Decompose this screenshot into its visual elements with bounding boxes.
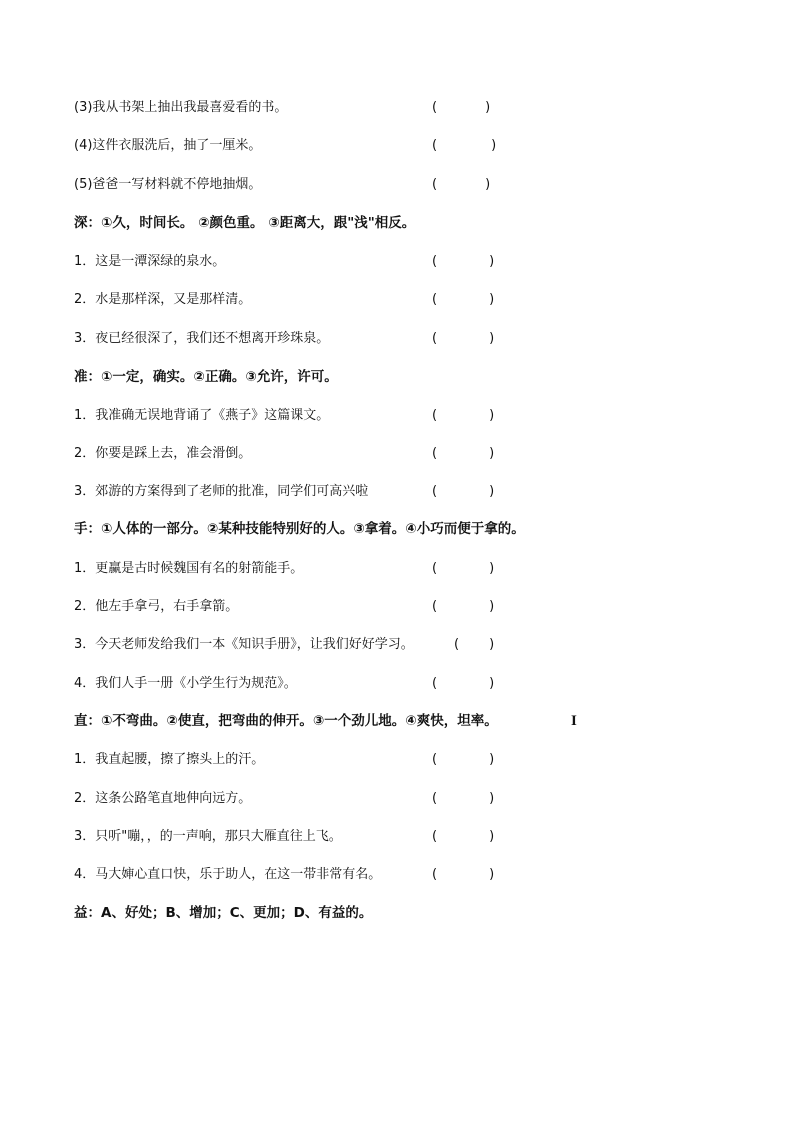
definition-heading: 准：①一定，确实。②正确。③允许，许可。 <box>74 369 338 385</box>
sentence-item: 2．水是那样深，又是那样清。 <box>74 292 252 307</box>
close-paren: ) <box>489 331 495 346</box>
close-paren: ) <box>489 408 495 423</box>
open-paren: ( <box>432 829 438 844</box>
open-paren: ( <box>454 637 460 652</box>
close-paren: ) <box>489 676 495 691</box>
sentence-item: 4．我们人手一册《小学生行为规范》。 <box>74 676 297 691</box>
open-paren: ( <box>432 561 438 576</box>
sentence-item: 2．你要是踩上去，准会滑倒。 <box>74 446 252 461</box>
sentence-item: (4)这件衣服洗后，抽了一厘米。 <box>74 138 262 153</box>
open-paren: ( <box>432 254 438 269</box>
answer-blank[interactable] <box>432 176 490 194</box>
close-paren: ) <box>489 254 495 269</box>
open-paren: ( <box>432 676 438 691</box>
open-paren: ( <box>432 752 438 767</box>
sentence-item: 4．马大婶心直口快，乐于助人，在这一带非常有名。 <box>74 867 382 882</box>
sentence-item: 1．我准确无误地背诵了《燕子》这篇课文。 <box>74 408 330 423</box>
close-paren: ) <box>489 446 495 461</box>
sentence-item: 1．更赢是古时候魏国有名的射箭能手。 <box>74 561 304 576</box>
sentence-item: 2．他左手拿弓，右手拿箭。 <box>74 599 239 614</box>
close-paren: ) <box>491 138 497 153</box>
open-paren: ( <box>432 446 438 461</box>
open-paren: ( <box>432 138 438 153</box>
text-cursor-mark: I <box>571 713 577 729</box>
open-paren: ( <box>432 408 438 423</box>
close-paren: ) <box>489 637 495 652</box>
sentence-item: 3．只听"嘣，，的一声响，那只大雁直往上飞。 <box>74 829 342 844</box>
answer-blank[interactable] <box>454 636 494 654</box>
open-paren: ( <box>432 867 438 882</box>
close-paren: ) <box>489 561 495 576</box>
answer-blank[interactable] <box>432 790 494 808</box>
answer-blank[interactable] <box>432 560 494 578</box>
answer-blank[interactable] <box>432 828 494 846</box>
sentence-item: 2．这条公路笔直地伸向远方。 <box>74 791 252 806</box>
answer-blank[interactable] <box>432 407 494 425</box>
answer-blank[interactable] <box>432 99 490 117</box>
open-paren: ( <box>432 292 438 307</box>
sentence-item: 1．我直起腰，擦了擦头上的汗。 <box>74 752 265 767</box>
open-paren: ( <box>432 331 438 346</box>
answer-blank[interactable] <box>432 483 494 501</box>
definition-heading: 手：①人体的一部分。②某种技能特别好的人。③拿着。④小巧而便于拿的。 <box>74 521 525 537</box>
definition-heading: 深：①久，时间长。 ②颜色重。 ③距离大，跟"浅"相反。 <box>74 215 416 231</box>
open-paren: ( <box>432 484 438 499</box>
close-paren: ) <box>485 177 491 192</box>
close-paren: ) <box>489 867 495 882</box>
answer-blank[interactable] <box>432 751 494 769</box>
open-paren: ( <box>432 100 438 115</box>
close-paren: ) <box>489 599 495 614</box>
open-paren: ( <box>432 599 438 614</box>
sentence-item: (5)爸爸一写材料就不停地抽烟。 <box>74 177 262 192</box>
close-paren: ) <box>489 752 495 767</box>
close-paren: ) <box>489 829 495 844</box>
definition-heading: 益：A、好处；B、增加；C、更加；D、有益的。 <box>74 905 373 921</box>
close-paren: ) <box>489 292 495 307</box>
close-paren: ) <box>489 484 495 499</box>
answer-blank[interactable] <box>432 445 494 463</box>
answer-blank[interactable] <box>432 866 494 884</box>
answer-blank[interactable] <box>432 291 494 309</box>
sentence-item: 1．这是一潭深绿的泉水。 <box>74 254 226 269</box>
answer-blank[interactable] <box>432 253 494 271</box>
sentence-item: 3．夜已经很深了，我们还不想离开珍珠泉。 <box>74 331 330 346</box>
sentence-item: (3)我从书架上抽出我最喜爱看的书。 <box>74 100 288 115</box>
open-paren: ( <box>432 791 438 806</box>
sentence-item: 3．郊游的方案得到了老师的批准，同学们可高兴啦 <box>74 484 369 499</box>
answer-blank[interactable] <box>432 330 494 348</box>
open-paren: ( <box>432 177 438 192</box>
answer-blank[interactable] <box>432 137 496 155</box>
answer-blank[interactable] <box>432 675 494 693</box>
close-paren: ) <box>485 100 491 115</box>
answer-blank[interactable] <box>432 598 494 616</box>
close-paren: ) <box>489 791 495 806</box>
definition-heading: 直：①不弯曲。②使直，把弯曲的伸开。③一个劲儿地。④爽快，坦率。 <box>74 713 498 729</box>
sentence-item: 3．今天老师发给我们一本《知识手册》，让我们好好学习。 <box>74 637 414 652</box>
